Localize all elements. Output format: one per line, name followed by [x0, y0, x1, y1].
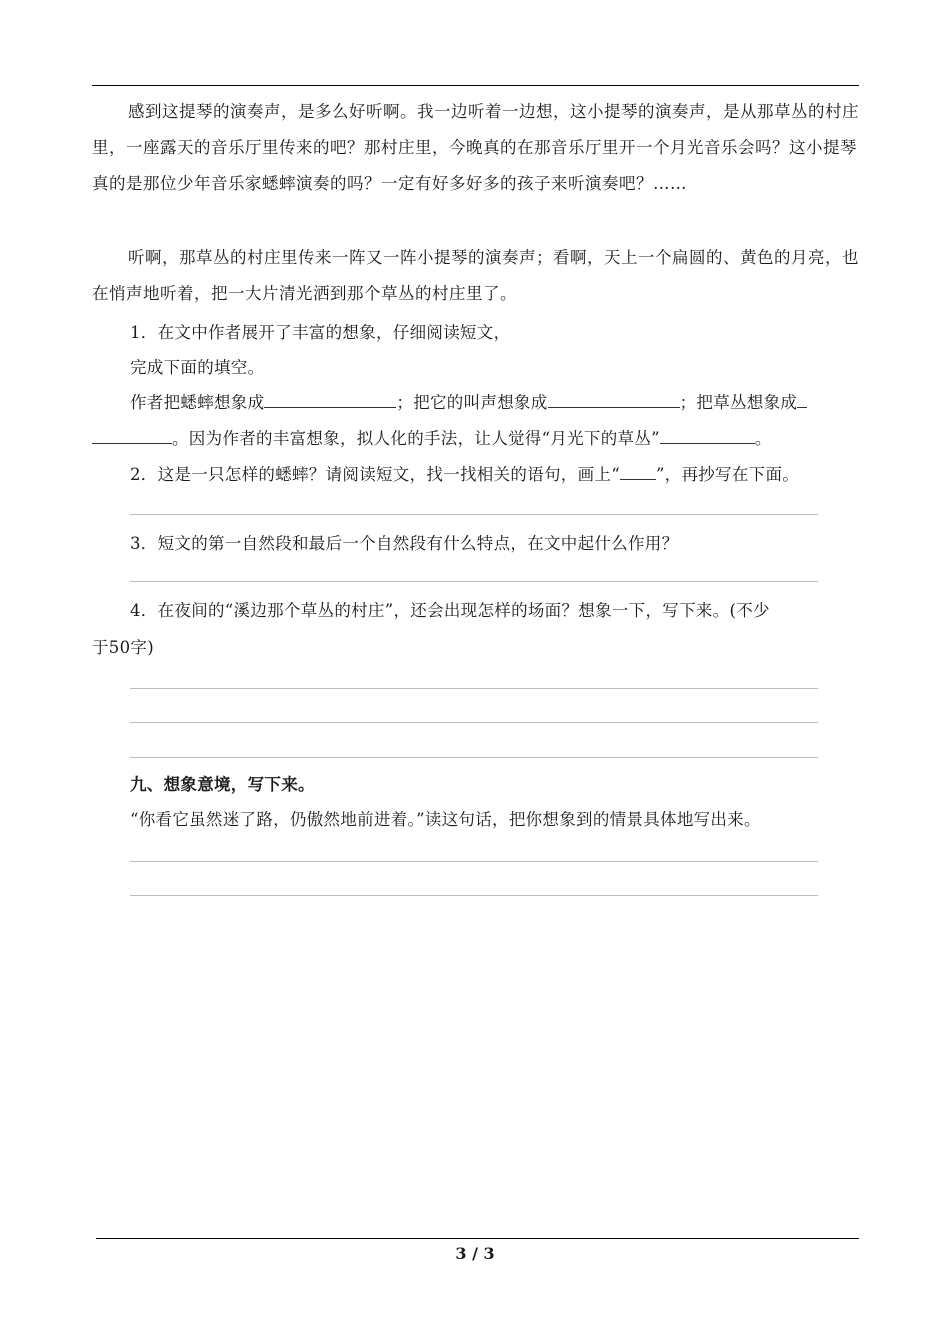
answer-line[interactable] — [130, 861, 818, 862]
section-9-prompt: “你看它虽然迷了路，仍傲然地前进着。”读这句话，把你想象到的情景具体地写出来。 — [130, 810, 761, 829]
fill-blank-feeling[interactable] — [660, 427, 755, 444]
passage-paragraph-1: 感到这提琴的演奏声，是多么好听啊。我一边听着一边想，这小提琴的演奏声，是从那草丛的村庄里，一座露天的音乐厅里传来的吧？那村庄里，今晚真的在那音乐厅里开一个月光音乐会吗？这小提琴真的是那位少年音乐家蟋蟀演奏的吗？一定有好多好多的孩子来听演奏吧？…… — [92, 102, 859, 193]
fill-text-d: 。因为作者的丰富想象，拟人化的手法，让人觉得“月光下的草丛” — [172, 429, 660, 448]
question-2-text-a: 2．这是一只怎样的蟋蟀？请阅读短文，找一找相关的语句，画上“ — [130, 465, 620, 484]
question-2 — [130, 461, 799, 485]
question-3: 3．短文的第一自然段和最后一个自然段有什么特点，在文中起什么作用？ — [130, 534, 679, 553]
question-1-fill-line — [130, 389, 807, 413]
underline-sample — [620, 463, 656, 480]
question-2-text-b: ”，再抄写在下面。 — [655, 465, 800, 484]
answer-line[interactable] — [130, 722, 818, 723]
fill-blank-grass[interactable] — [92, 427, 172, 444]
fill-text-a: 作者把蟋蟀想象成 — [130, 393, 265, 412]
fill-text-c: ；把草丛想象成 — [679, 393, 798, 412]
question-1-line-2: 完成下面的填空。 — [130, 358, 265, 377]
page-number: 3 / 3 — [455, 1244, 495, 1263]
answer-line[interactable] — [130, 757, 818, 758]
header-rule — [92, 85, 859, 86]
fill-blank-sound[interactable] — [548, 391, 680, 408]
footer-rule — [96, 1238, 859, 1239]
answer-line[interactable] — [130, 581, 818, 582]
fill-blank-grass-start[interactable] — [797, 391, 807, 408]
question-4-line-2: 于50字) — [92, 638, 154, 657]
fill-text-b: ；把它的叫声想象成 — [396, 393, 548, 412]
answer-line[interactable] — [130, 895, 818, 896]
fill-blank-cricket[interactable] — [264, 391, 396, 408]
answer-line[interactable] — [130, 514, 818, 515]
question-1-fill-line-2 — [92, 425, 772, 449]
passage-paragraph-2: 听啊，那草丛的村庄里传来一阵又一阵小提琴的演奏声；看啊，天上一个扁圆的、黄色的月亮，也在悄声地听着，把一大片清光洒到那个草丛的村庄里了。 — [92, 248, 859, 303]
question-1-line-1: 1．在文中作者展开了丰富的想象，仔细阅读短文， — [130, 323, 511, 342]
fill-text-end: 。 — [754, 429, 772, 448]
section-9-title: 九、想象意境，写下来。 — [130, 775, 315, 794]
question-4-line-1: 4．在夜间的“溪边那个草丛的村庄”，还会出现怎样的场面？想象一下，写下来。(不少 — [130, 601, 770, 620]
answer-line[interactable] — [130, 688, 818, 689]
